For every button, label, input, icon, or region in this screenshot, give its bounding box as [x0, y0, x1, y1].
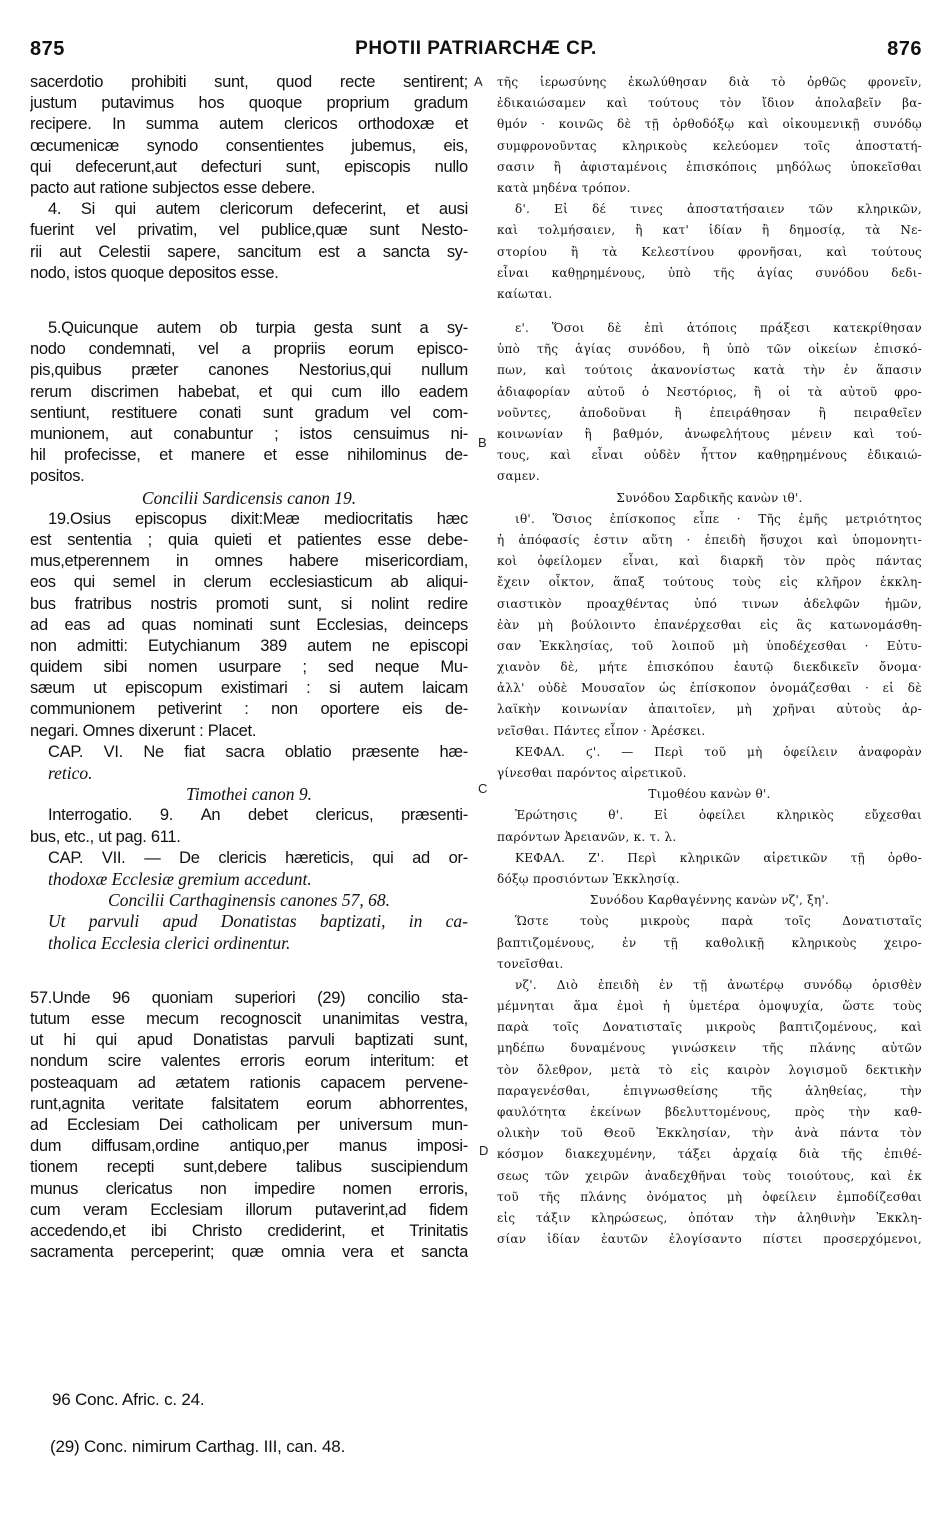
latin-line: eos qui semel in clerum ecclesiasticum ab aliqui- — [30, 573, 468, 592]
latin-line: communionem petiverint : non oportere eis de- — [30, 700, 468, 719]
footnote-29: (29) Conc. nimirum Carthag. III, can. 48. — [50, 1437, 346, 1456]
latin-line: 5.Quicunque autem ob turpia gesta sunt a sy- — [48, 319, 468, 338]
latin-line: rii aut Celestii sapere, sancitum est a sancta sy- — [30, 242, 468, 261]
latin-line: Timothei canon 9. — [186, 784, 312, 805]
greek-line: εἰς τάξιν κληρώσεως, ὁπόταν τὴν ἀληθινὴν Ἐκκλη- — [497, 1210, 922, 1225]
latin-line: tionem recepti sunt,debere talibus suscipiendum — [30, 1158, 468, 1177]
greek-line: καὶ τολμήσαιεν, ἢ κατ' ἰδίαν ἢ δημοσίᾳ, τὰ Νε- — [497, 223, 922, 238]
greek-line: μηδέπω δυναμένους γινώσκειν τῆς πλάνης αὐτῶν — [497, 1041, 922, 1056]
greek-line: ΚΕΦΑΛ. Ζ'. Περὶ κληρικῶν αἱρετικῶν τῇ ὀρθο- — [515, 850, 922, 865]
greek-line: γίνεσθαι παρόντος αἱρετικοῦ. — [497, 766, 687, 780]
greek-line: παραγενέσθαι, ἐπιγνωσθείσης τῆς ἀληθείας, τὴν — [497, 1083, 922, 1098]
latin-line: Interrogatio. 9. An debet clericus, præsenti- — [48, 806, 468, 825]
greek-line: λαϊκὴν κοινωνίαν ἀπαιτοῖεν, μὴ χρῆναι αὐτοὺς ἀρ- — [497, 702, 922, 717]
latin-line: Ut parvuli apud Donatistas baptizati, in ca- — [48, 911, 468, 932]
latin-line: ad Ecclesiam Dei catholicam per universum mun- — [30, 1116, 468, 1134]
margin-letter-b: B — [478, 435, 487, 450]
left-page-number: 875 — [30, 38, 65, 60]
latin-line: 57.Unde 96 quoniam superiori (29) concilio sta- — [30, 988, 468, 1007]
latin-line: accedendo,et ibi Christo crediderint, et Trinitatis — [30, 1221, 468, 1240]
greek-line: Συνόδου Σαρδικῆς κανὼν ιθ'. — [616, 490, 803, 505]
latin-line: nondum scire valentes erroris eorum interitum: et — [30, 1052, 468, 1071]
latin-line: negari. Omnes dixerunt : Placet. — [30, 721, 257, 740]
greek-line: ἐδικαιώσαμεν καὶ τούτους τὸν ἴδιον ἀπολαβεῖν βα- — [497, 96, 922, 111]
page-header — [30, 38, 922, 68]
greek-line: Τιμοθέου κανὼν θ'. — [648, 787, 771, 802]
latin-line: fuerint vel privatim, vel publice,quæ sunt Nesto- — [30, 221, 468, 240]
greek-line: χιανὸν δὲ, μήτε ἐπισκόπου ἑαυτῷ διεκδικεῖν ὄνομα· — [497, 660, 922, 675]
greek-line: νεῖσθαι. Πάντες εἶπον · Ἀρέσκει. — [497, 723, 706, 738]
paragraph-gap — [30, 975, 468, 988]
greek-line: σίαν ἰδίαν ἑαυτῶν ἐλογίσαντο πίστει προσερχόμενοι, — [497, 1232, 922, 1247]
greek-line: ἀδιαφορίαν αὐτοῦ ὁ Νεστόριος, ἢ οἱ τὰ αὐτοῦ φρο- — [497, 384, 922, 399]
greek-line: Συνόδου Καρθαγέννης κανὼν νζ', ξη'. — [589, 893, 830, 908]
greek-line: μέμνηται ἅμα ἐμοὶ ἡ ὑμετέρα ὁμοψυχία, ὥστε τοὺς — [497, 999, 922, 1014]
footnote-96: 96 Conc. Afric. c. 24. — [52, 1390, 205, 1409]
greek-line: κόσμον διακεχυμένην, τάξει ἀρχαίᾳ διὰ τῆς ἐπιθέ- — [497, 1147, 922, 1162]
greek-line: στορίου ἢ τὰ Κελεστίνου φρονῆσαι, καὶ τούτους — [497, 244, 922, 259]
greek-line: νζ'. Διὸ ἐπειδὴ ἐν τῇ ἀνωτέρῳ συνόδῳ ὁρισθὲν — [515, 977, 922, 992]
greek-line: παρόντων Ἀρειανῶν, κ. τ. λ. — [497, 829, 677, 844]
right-page-number: 876 — [887, 38, 922, 60]
latin-line: non admitti: Eutychianum 389 autem ne episcopi — [30, 636, 468, 655]
latin-line: 19.Osius episcopus dixit:Meæ mediocritatis hæc — [48, 509, 468, 528]
latin-line: nodo, istos quoque depositos esse. — [30, 263, 279, 282]
greek-line: Ἐρώτησις θ'. Εἰ ὀφείλει κληρικὸς εὔχεσθαι — [515, 808, 922, 823]
latin-line: tholica Ecclesia clerici ordinentur. — [48, 932, 291, 953]
greek-line: πων, καὶ τούτοις ἀκανονίστως κατὰ τὴν ἐν ἅπασιν — [497, 363, 922, 378]
greek-line: ἀλλ' οὐδὲ Μουσαῖον ὡς ἐπίσκοπον ὀνομάζεσθαι · εἰ δὲ — [497, 681, 922, 696]
latin-line: dum diffusam,ordine antiquo,per manus imposi- — [30, 1137, 468, 1156]
latin-column — [30, 72, 468, 1263]
greek-line: νοῦντες, ἀποδοῦναι ἢ ἐπειράθησαν ἢ πειραθεῖεν — [497, 405, 922, 420]
greek-line: τῆς ἱερωσύνης ἐκωλύθησαν διὰ τὸ ὀρθῶς φρονεῖν, — [497, 75, 922, 89]
latin-line: sacerdotio prohibiti sunt, quod recte sentirent; — [30, 73, 468, 91]
greek-line: καίωται. — [497, 286, 553, 301]
latin-line: sacramenta perceperint; quæ omnia vera et sancta — [30, 1243, 468, 1262]
greek-line: τονεῖσθαι. — [497, 956, 564, 971]
greek-line: ἔχειν οἶκτον, ἅπαξ τούτους τοὺς εἰς κλῆρον ἐκκλη- — [497, 575, 922, 590]
latin-line: recipere. In summa autem clericos orthodoxæ et — [30, 115, 468, 134]
greek-line: σαμεν. — [497, 469, 540, 484]
latin-line: est sententia ; quia quieti et patientes esse debe- — [30, 530, 468, 549]
greek-column — [497, 72, 922, 1250]
latin-line: qui defecerunt,aut defecturi sunt, episcopis nullo — [30, 157, 468, 176]
greek-line: εἶναι καθῃρημένους, ὑπὸ τῆς ἁγίας συνόδου δεδι- — [497, 265, 922, 280]
greek-line: παρὰ τοῖς Δονατισταῖς μικροὺς βαπτιζομένους, καὶ — [497, 1020, 922, 1035]
latin-line: mus,etperennem in omnes habere misericordiam, — [30, 552, 468, 571]
margin-letter-c: C — [478, 781, 488, 796]
greek-line: σεως τῶν χειρῶν ἀναδεχθῆναι τοὺς τοιούτους, καὶ ἐκ — [497, 1168, 922, 1183]
latin-line: hil profecisse, et manere et esse nihilominus de- — [30, 446, 468, 465]
paragraph-gap — [497, 305, 922, 318]
latin-line: 4. Si qui autem clericorum defecerint, et ausi — [48, 200, 468, 219]
greek-line: ΚΕΦΑΛ. ϛ'. — Περὶ τοῦ μὴ ὀφείλειν ἀναφορὰν — [515, 744, 922, 759]
latin-line: CAP. VII. — De clericis hæreticis, qui ad or- — [48, 848, 468, 867]
latin-line: thodoxæ Ecclesiæ gremium accedunt. — [48, 868, 312, 889]
latin-line: retico. — [48, 763, 93, 783]
latin-line: pis,quibus præter canones Nestorius,qui nullum — [30, 361, 468, 380]
latin-line: sæum ut episcopum existimari : si autem laicam — [30, 679, 468, 698]
greek-line: φαυλότητα ἐκείνων βδελυττομένους, πρὸς τὴν καθ- — [497, 1105, 922, 1119]
latin-line — [30, 284, 468, 305]
margin-letter-d: D — [479, 1143, 489, 1158]
greek-line: δ'. Εἰ δέ τινες ἀποστατήσαιεν τῶν κληρικῶν, — [515, 202, 922, 217]
latin-line: pacto aut ratione subjectos esse debere. — [30, 178, 316, 197]
latin-line: bus, etc., ut pag. 611. — [30, 827, 181, 846]
latin-line: quidem sibi nomen usurpare ; sed neque Mu- — [30, 658, 468, 677]
greek-line: ολικὴν τοῦ Θεοῦ Ἐκκλησίαν, τὴν ἀνὰ πάντα τὸν — [497, 1126, 922, 1141]
greek-line: ε'. Ὅσοι δὲ ἐπὶ ἀτόποις πράξεσι κατεκρίθησαν — [515, 321, 922, 336]
running-title: PHOTII PATRIARCHÆ CP. — [355, 38, 597, 59]
latin-line: CAP. VI. Ne fiat sacra oblatio præsente hæ- — [48, 742, 468, 761]
margin-letter-a: A — [474, 74, 483, 89]
latin-line: runt,agnita veritate falsitatem eorum abhorrentes, — [30, 1094, 468, 1113]
latin-line: munus clericatus non impedire nomen erroris, — [30, 1179, 468, 1198]
greek-line: ἡ ἀπόφασίς ἐστιν αὕτη · ἐπειδὴ ἥσυχοι καὶ ὑπομονητι- — [497, 532, 922, 547]
greek-line: κοὶ ὀφείλομεν εἶναι, καὶ διαρκῆ τὸν πρὸς πάντας — [497, 554, 922, 569]
greek-line: τὸν ὄλεθρον, μετὰ τὸ εἰς καιρὸν λογισμοῦ δεκτικὴν — [497, 1062, 922, 1077]
latin-line: nodo condemnati, vel a propriis eorum episco- — [30, 340, 468, 359]
latin-line: tutum esse mecum recognoscit unanimitas vestra, — [30, 1010, 468, 1029]
greek-line: τους, καὶ εἶναι οὐδὲν ἧττον καθῃρημένους ἐδικαιώ- — [497, 448, 922, 463]
greek-line: συμφρονοῦντας κληρικοὺς κελεύομεν τοῖς ἀποστατή- — [497, 138, 922, 153]
greek-line: σιαστικὸν προαχθέντας ὑπό τινων ἀδελφῶν ἡμῶν, — [497, 596, 922, 611]
greek-line: δόξῳ προσιόντων Ἐκκλησίᾳ. — [497, 871, 680, 886]
greek-line: κοινωνίαν ἢ βαθμόν, ἀνωφελήτους μένειν καὶ τού- — [497, 427, 922, 441]
latin-line: œcumenicæ synodo consentientes jubemus, eis, — [30, 136, 468, 155]
greek-line: βαπτιζομένους, ἐν τῇ καθολικῇ κληρικοὺς χειρο- — [497, 935, 922, 950]
latin-line: Concilii Sardicensis canon 19. — [141, 487, 357, 508]
latin-line: rerum discrimen habebat, et qui cum illo eadem — [30, 382, 468, 401]
greek-line: κατὰ μηδένα τρόπον. — [497, 180, 631, 195]
latin-line: ut hi qui apud Donatistas parvuli baptizati sunt, — [30, 1031, 468, 1050]
latin-line: sentiunt, restituere conati sunt gradum vel com- — [30, 403, 468, 422]
latin-line: bus fratribus nostris promoti sunt, si nolint redire — [30, 594, 468, 613]
greek-line: Ὥστε τοὺς μικροὺς παρὰ τοῖς Δονατισταῖς — [515, 914, 922, 929]
latin-line: justum putavimus hos quoque proprium gradum — [30, 94, 468, 113]
latin-line — [30, 954, 468, 975]
greek-line: ὑπὸ τῆς ἁγίας συνόδου, ἢ ὑπὸ τῶν οἰκείων ἐπισκό- — [497, 342, 922, 357]
greek-line: σασιν ἢ ἀφισταμένοις ἐπισκόποις μηδόλως ὑποκεῖσθαι — [497, 159, 922, 174]
greek-line: ἐὰν μὴ βούλοιντο ἐπανέρχεσθαι εἰς ἃς κατωνομάσθη- — [497, 617, 922, 632]
latin-line: ad eas ad quas nominati sunt Ecclesias, deinceps — [30, 615, 468, 634]
latin-line: posteaquam ad ætatem rationis capacem pervene- — [30, 1073, 468, 1092]
latin-line: cum veram Ecclesiam illorum putaverint,ad fidem — [30, 1200, 468, 1219]
greek-line: σαν Ἐκκλησίας, τοῦ λοιποῦ μὴ ὑποδέχεσθαι · Εὐτυ- — [497, 638, 922, 653]
latin-line: munionem, aut conabuntur ; istos censuimus ni- — [30, 425, 468, 443]
latin-line: Concilii Carthaginensis canones 57, 68. — [108, 890, 390, 911]
greek-line: θμόν · κοινῶς δὲ τῇ ὀρθοδόξῳ καὶ οἰκουμενικῇ συνόδῳ — [497, 117, 922, 132]
latin-line: positos. — [30, 467, 85, 486]
paragraph-gap — [30, 305, 468, 318]
greek-line: ιθ'. Ὅσιος ἐπίσκοπος εἶπε · Τῆς ἐμῆς μετριότητος — [515, 511, 922, 526]
greek-line: τοῦ τῆς πλάνης ὀνόματος μὴ ὀφείλειν ἐμποδίζεσθαι — [497, 1189, 922, 1204]
